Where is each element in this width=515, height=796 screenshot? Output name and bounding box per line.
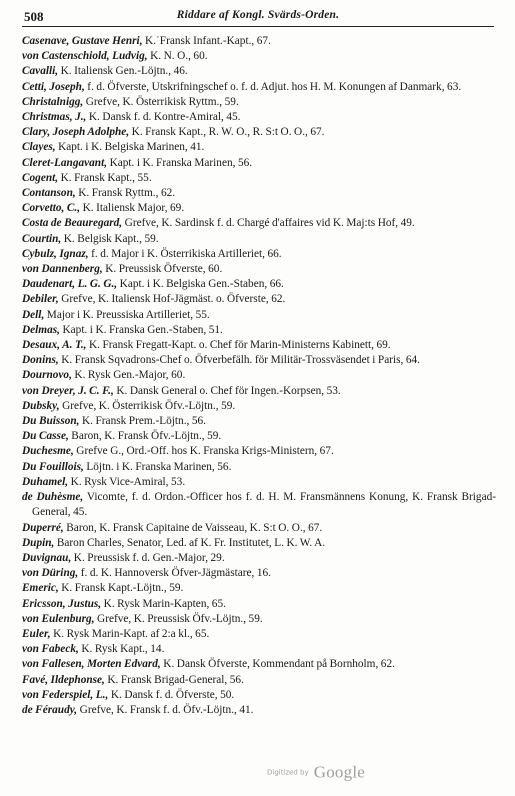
- watermark-prefix: Digitized by: [267, 768, 309, 776]
- entry-name: von Castenschiold, Ludvig,: [22, 50, 148, 63]
- entry-description: K. Fransk Kapt., 55.: [58, 171, 152, 184]
- list-item: [22, 657, 496, 672]
- list-item: [22, 536, 496, 551]
- entry-description: f. d. Major i K. Österrikiska Artilleriet, 66.: [88, 247, 282, 260]
- entry-description: K. Dansk f. d. Öfverste, 50.: [108, 688, 235, 701]
- list-item: [22, 338, 496, 353]
- entry-description: K. Fransk Kapt.-Löjtn., 59.: [58, 582, 184, 595]
- list-item: [22, 642, 496, 657]
- entry-name: von Eulenburg,: [22, 612, 95, 625]
- entry-name: Duvignau,: [22, 551, 72, 564]
- list-item: [22, 125, 496, 140]
- entry-name: Casenave, Gustave Henri,: [22, 35, 143, 47]
- list-item: [22, 232, 496, 247]
- entry-name: Duhamel,: [22, 475, 69, 488]
- entry-name: von Düring,: [22, 567, 79, 580]
- entry-description: K. Fransk Ryttm., 62.: [75, 187, 176, 200]
- entry-description: K. N. O., 60.: [147, 50, 208, 63]
- entry-name: von Fabeck,: [22, 643, 79, 656]
- entry-description: K. Dansk General o. Chef för Ingen.-Korpsen, 53.: [113, 384, 341, 397]
- digitized-watermark: [267, 762, 365, 783]
- entry-name: Favé, Ildephonse,: [22, 673, 105, 686]
- list-item: [22, 216, 496, 231]
- entry-description: Grefve, K. Italiensk Hof-Jägmäst. o. Öfverste, 62.: [58, 293, 286, 306]
- entry-description: K. Rysk Vice-Amiral, 53.: [68, 475, 186, 488]
- entry-name: von Fallesen, Morten Edvard,: [22, 658, 161, 671]
- list-item: [22, 566, 496, 581]
- list-item: [22, 399, 496, 414]
- entry-name: Du Buisson,: [22, 415, 80, 428]
- list-item: [22, 277, 496, 292]
- list-item: [22, 110, 496, 125]
- list-item: [22, 353, 496, 368]
- entry-description: K. Rysk Kapt., 14.: [78, 643, 165, 656]
- page-number: 508: [24, 9, 44, 24]
- list-item: [22, 414, 496, 429]
- entry-name: Clayes,: [22, 141, 56, 154]
- entry-description: K. Fransk Prem.-Löjtn., 56.: [79, 415, 206, 428]
- entry-name: Dournovo,: [22, 369, 72, 382]
- entry-description: Kapt. i K. Belgiska Gen.-Staben, 66.: [117, 278, 284, 291]
- entry-description: Grefve, K. Fransk f. d. Öfv.-Löjtn., 41.: [77, 703, 254, 716]
- entry-name: Courtin,: [22, 232, 62, 245]
- list-item: [22, 34, 496, 49]
- entry-name: Cleret-Langavant,: [22, 156, 108, 169]
- list-item: [22, 292, 496, 307]
- list-item: [22, 384, 496, 399]
- entry-description: Baron Charles, Senator, Led. af K. Fr. Institutet, L. K. W. A.: [54, 536, 326, 549]
- entry-name: Costa de Beauregard,: [22, 217, 123, 230]
- list-item: [22, 156, 496, 171]
- entry-description: K. Belgisk Kapt., 59.: [61, 232, 159, 245]
- entry-name: de Duhèsme,: [22, 491, 84, 504]
- list-item: [22, 49, 496, 64]
- entry-description: Baron, K. Fransk Öfv.-Löjtn., 59.: [68, 430, 222, 443]
- entry-description: Grefve, K. Österrikisk Ryttm., 59.: [83, 95, 239, 108]
- list-item: [22, 597, 496, 612]
- entry-description: K. Italiensk Gen.-Löjtn., 46.: [58, 65, 188, 78]
- list-item: [22, 368, 496, 383]
- entry-description: Kapt. i K. Belgiska Marinen, 41.: [55, 141, 205, 154]
- entry-description: K. Fransk Fregatt-Kapt. o. Chef för Marin-Ministerns Kabinett, 69.: [86, 339, 391, 352]
- entry-name: Cavalli,: [22, 65, 59, 78]
- entry-description: K. Preussisk Öfverste, 60.: [102, 263, 223, 276]
- list-item: [22, 703, 496, 718]
- list-item: [22, 323, 496, 338]
- entry-name: Dell,: [22, 308, 45, 321]
- running-title: Riddare af Kongl. Svärds-Orden.: [176, 9, 340, 21]
- entry-name: Donins,: [22, 354, 59, 367]
- entry-name: von Dannenberg,: [22, 263, 103, 276]
- entry-name: Daudenart, L. G. G.,: [22, 278, 118, 291]
- entry-name: Du Casse,: [22, 430, 69, 443]
- list-item: [22, 262, 496, 277]
- entry-description: K. Preussisk f. d. Gen.-Major, 29.: [71, 551, 225, 564]
- entry-name: Duchesme,: [22, 445, 74, 458]
- entry-name: Cetti, Joseph,: [22, 80, 85, 93]
- entry-name: Christmas, J.,: [22, 111, 87, 124]
- entry-name: Dupin,: [22, 536, 55, 549]
- list-item: [22, 475, 496, 490]
- entry-name: Cogent,: [22, 171, 59, 184]
- entry-description: K. Italiensk Major, 69.: [80, 202, 185, 215]
- entry-description: Grefve, K. Preussisk Öfv.-Löjtn., 59.: [94, 612, 263, 625]
- entry-description: K. Dansk Öfverste, Kommendant på Bornholm, 62.: [160, 658, 395, 671]
- entry-name: Dubsky,: [22, 399, 60, 412]
- list-item: [22, 444, 496, 459]
- entry-description: K. Fransk Kapt., R. W. O., R. S:t O. O., 67.: [129, 126, 325, 139]
- entry-name: Contanson,: [22, 187, 76, 200]
- entry-description: Grefve G., Ord.-Off. hos K. Franska Krigs-Ministern, 67.: [73, 445, 334, 458]
- list-item: [22, 581, 496, 596]
- list-item: [22, 429, 496, 444]
- entry-name: Christalnigg,: [22, 95, 84, 108]
- entry-description: K. Rysk Marin-Kapt. af 2:a kl., 65.: [50, 627, 210, 640]
- entry-name: von Federspiel, L.,: [22, 688, 109, 701]
- list-item: [22, 171, 496, 186]
- list-item: [22, 95, 496, 110]
- entry-name: Du Fouillois,: [22, 460, 84, 473]
- list-item: [22, 490, 496, 520]
- entry-description: K.˙Fransk Infant.-Kapt., 67.: [142, 35, 271, 47]
- list-item: [22, 80, 496, 95]
- entry-description: K. Fransk Brigad-General, 56.: [104, 673, 244, 686]
- entry-name: de Féraudy,: [22, 703, 78, 716]
- list-item: [22, 460, 496, 475]
- entry-name: Emeric,: [22, 582, 59, 595]
- entry-description: Vicomte, f. d. Ordon.-Officer hos f. d. H. M. Fransmännens Konung, K. Fransk Brigad-General, 45.: [32, 491, 496, 519]
- entry-name: Delmas,: [22, 323, 60, 336]
- entry-description: Löjtn. i K. Franska Marinen, 56.: [83, 460, 232, 473]
- list-item: [22, 673, 496, 688]
- entry-description: K. Dansk f. d. Kontre-Amiral, 45.: [86, 111, 241, 124]
- entry-name: Clary, Joseph Adolphe,: [22, 126, 130, 139]
- entry-description: Kapt. i K. Franska Gen.-Staben, 51.: [59, 323, 223, 336]
- list-item: [22, 201, 496, 216]
- entry-name: Duperré,: [22, 521, 64, 534]
- list-item: [22, 247, 496, 262]
- entry-name: Corvetto, C.,: [22, 202, 81, 215]
- list-item: [22, 627, 496, 642]
- entry-name: von Dreyer, J. C. F.,: [22, 384, 114, 397]
- entry-list: [22, 34, 496, 718]
- entry-description: f. d. Öfverste, Utskrifningschef o. f. d. Adjut. hos H. M. Konungen af Danmark, 63.: [84, 80, 462, 93]
- page-header: [22, 8, 494, 27]
- entry-description: Kapt. i K. Franska Marinen, 56.: [107, 156, 253, 169]
- entry-name: Desaux, A. T.,: [22, 339, 87, 352]
- entry-name: Debiler,: [22, 293, 59, 306]
- entry-description: Grefve, K. Sardinsk f. d. Chargé d'affaires vid K. Maj:ts Hof, 49.: [122, 217, 415, 230]
- entry-description: Baron, K. Fransk Capitaine de Vaisseau, K. S:t O. O., 67.: [63, 521, 323, 534]
- list-item: [22, 308, 496, 323]
- list-item: [22, 186, 496, 201]
- entry-description: K. Rysk Gen.-Major, 60.: [71, 369, 186, 382]
- list-item: [22, 612, 496, 627]
- list-item: [22, 64, 496, 79]
- entry-description: f. d. K. Hannoversk Öfver-Jägmästare, 16.: [78, 567, 271, 580]
- list-item: [22, 521, 496, 536]
- google-logo: Google: [313, 762, 365, 781]
- entry-description: K. Fransk Sqvadrons-Chef o. Öfverbefälh. för Militär-Trossväsendet i Paris, 64.: [58, 354, 420, 367]
- list-item: [22, 688, 496, 703]
- list-item: [22, 551, 496, 566]
- list-item: [22, 140, 496, 155]
- entry-name: Euler,: [22, 627, 51, 640]
- entry-name: Ericsson, Justus,: [22, 597, 102, 610]
- entry-description: K. Rysk Marin-Kapten, 65.: [101, 597, 226, 610]
- entry-description: Grefve, K. Österrikisk Öfv.-Löjtn., 59.: [59, 399, 236, 412]
- entry-description: Major i K. Preussiska Artilleriet, 55.: [44, 308, 210, 321]
- entry-name: Cybulz, Ignaz,: [22, 247, 89, 260]
